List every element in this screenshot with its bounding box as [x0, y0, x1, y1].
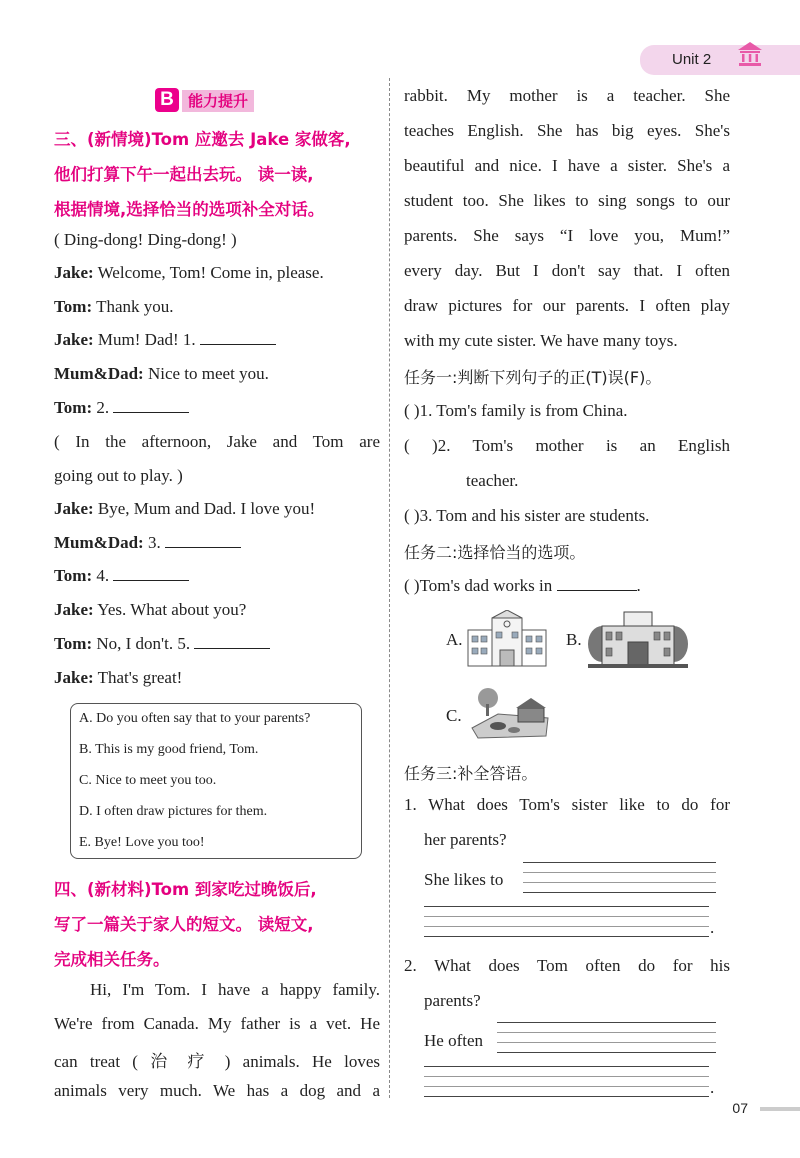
task2-option-a-label: A.: [446, 630, 463, 649]
dialog-line: Tom: 4.: [54, 566, 189, 586]
dialog-line: Jake: Yes. What about you?: [54, 600, 247, 619]
part4-title-2: 写了一篇关于家人的短文。 读短文,: [54, 915, 314, 934]
dialog-line: Jake: Mum! Dad! 1.: [54, 330, 276, 350]
option-b: B. This is my good friend, Tom.: [79, 742, 259, 757]
task1-title: 任务一:判断下列句子的正(T)误(F)。: [404, 368, 662, 387]
unit-label: Unit 2: [672, 51, 712, 68]
page-number: 07: [732, 1100, 748, 1116]
writing-line[interactable]: [424, 936, 709, 937]
task2-option-c-label: C.: [446, 706, 462, 725]
writing-line[interactable]: [424, 906, 709, 907]
task2-question: ( )Tom's dad works in .: [404, 576, 641, 595]
dialog-line: Tom: No, I don't. 5.: [54, 634, 270, 654]
passage-line: parents. She says “I love you, Mum!”: [404, 226, 730, 245]
school-building-image[interactable]: [466, 610, 548, 668]
passage-line: Hi, I'm Tom. I have a happy family.: [90, 980, 380, 999]
task2-title: 任务二:选择恰当的选项。: [404, 543, 586, 562]
task1-item-cont: teacher.: [466, 471, 519, 490]
writing-guide: [424, 1076, 709, 1077]
writing-line[interactable]: [497, 1022, 716, 1023]
writing-guide: [497, 1032, 716, 1033]
task3-q2: 2. What does Tom often do for his: [404, 956, 730, 975]
answer-paren[interactable]: ( ): [404, 576, 420, 595]
dialog-line: Jake: Bye, Mum and Dad. I love you!: [54, 499, 316, 518]
dialog-line: Tom: Thank you.: [54, 297, 174, 316]
answer-paren[interactable]: ( ): [404, 401, 420, 420]
writing-line[interactable]: [497, 1052, 716, 1053]
answer-blank-5[interactable]: [194, 636, 270, 649]
writing-line[interactable]: [424, 1066, 709, 1067]
task3-a1-label: She likes to: [424, 870, 504, 889]
dialog-line: Jake: That's great!: [54, 668, 183, 687]
writing-guide: [424, 1086, 709, 1087]
temple-icon: [736, 40, 764, 68]
task3-title: 任务三:补全答语。: [404, 764, 538, 783]
passage-line: every day. But I don't say that. I often: [404, 261, 730, 280]
part3-title-3: 根据情境,选择恰当的选项补全对话。: [54, 200, 325, 219]
writing-guide: [523, 882, 716, 883]
passage-line: can treat ( 治 疗 ) animals. He loves: [54, 1052, 380, 1071]
task3-q1: 1. What does Tom's sister like to do for: [404, 795, 730, 814]
writing-guide: [497, 1042, 716, 1043]
column-divider: [389, 78, 390, 1098]
task1-item: ( )2. Tom's mother is an English: [404, 436, 730, 455]
dialog-line: Jake: Welcome, Tom! Come in, please.: [54, 263, 324, 282]
task3-q1-cont: her parents?: [424, 830, 507, 849]
passage-line: teaches English. She has big eyes. She's: [404, 121, 730, 140]
option-d: D. I often draw pictures for them.: [79, 804, 268, 819]
scene-note-1: ( Ding-dong! Ding-dong! ): [54, 230, 237, 249]
section-badge-text: 能力提升: [182, 90, 254, 112]
part3-title-2: 他们打算下午一起出去玩。 读一读,: [54, 165, 314, 184]
passage-line: student too. She likes to sing songs to our: [404, 191, 730, 210]
part4-title-3: 完成相关任务。: [54, 950, 170, 969]
passage-line: animals very much. We has a dog and a: [54, 1081, 380, 1100]
period: .: [710, 1078, 715, 1097]
passage-line: with my cute sister. We have many toys.: [404, 331, 678, 350]
task1-item: ( )3. Tom and his sister are students.: [404, 506, 650, 525]
hospital-building-image[interactable]: [588, 608, 688, 668]
dialog-line: Tom: 2.: [54, 398, 189, 418]
task1-item: ( )1. Tom's family is from China.: [404, 401, 628, 420]
unit-tab: [640, 45, 800, 75]
answer-paren[interactable]: ( ): [404, 506, 420, 525]
answer-blank-4[interactable]: [113, 568, 189, 581]
answer-blank-1[interactable]: [200, 332, 276, 345]
answer-blank-2[interactable]: [113, 400, 189, 413]
option-c: C. Nice to meet you too.: [79, 773, 217, 788]
passage-line: draw pictures for our parents. I often play: [404, 296, 730, 315]
writing-guide: [523, 872, 716, 873]
writing-guide: [424, 916, 709, 917]
task3-q2-cont: parents?: [424, 991, 481, 1010]
writing-guide: [424, 926, 709, 927]
answer-blank-3[interactable]: [165, 535, 241, 548]
task2-option-b-label: B.: [566, 630, 582, 649]
dialog-line: Mum&Dad: 3.: [54, 533, 241, 553]
period: .: [710, 918, 715, 937]
writing-line[interactable]: [523, 892, 716, 893]
option-a: A. Do you often say that to your parents?: [79, 711, 311, 726]
farm-scene-image[interactable]: [468, 684, 550, 740]
dialog-line: Mum&Dad: Nice to meet you.: [54, 364, 269, 383]
options-box: [70, 703, 362, 859]
passage-line: rabbit. My mother is a teacher. She: [404, 86, 730, 105]
task3-a2-label: He often: [424, 1031, 484, 1050]
passage-line: beautiful and nice. I have a sister. She's a: [404, 156, 730, 175]
part4-title-1: 四、(新材料)Tom 到家吃过晚饭后,: [54, 880, 317, 899]
passage-line: We're from Canada. My father is a vet. He: [54, 1014, 380, 1033]
option-e: E. Bye! Love you too!: [79, 835, 205, 850]
scene-note-2: ( In the afternoon, Jake and Tom are: [54, 432, 380, 451]
task2-blank[interactable]: [557, 578, 637, 591]
section-badge-letter: B: [155, 88, 179, 112]
part3-title-1: 三、(新情境)Tom 应邀去 Jake 家做客,: [54, 130, 351, 149]
answer-paren[interactable]: ( ): [404, 436, 438, 455]
scene-note-2b: going out to play. ): [54, 466, 183, 485]
writing-line[interactable]: [424, 1096, 709, 1097]
writing-line[interactable]: [523, 862, 716, 863]
page-decoration: [760, 1107, 800, 1111]
